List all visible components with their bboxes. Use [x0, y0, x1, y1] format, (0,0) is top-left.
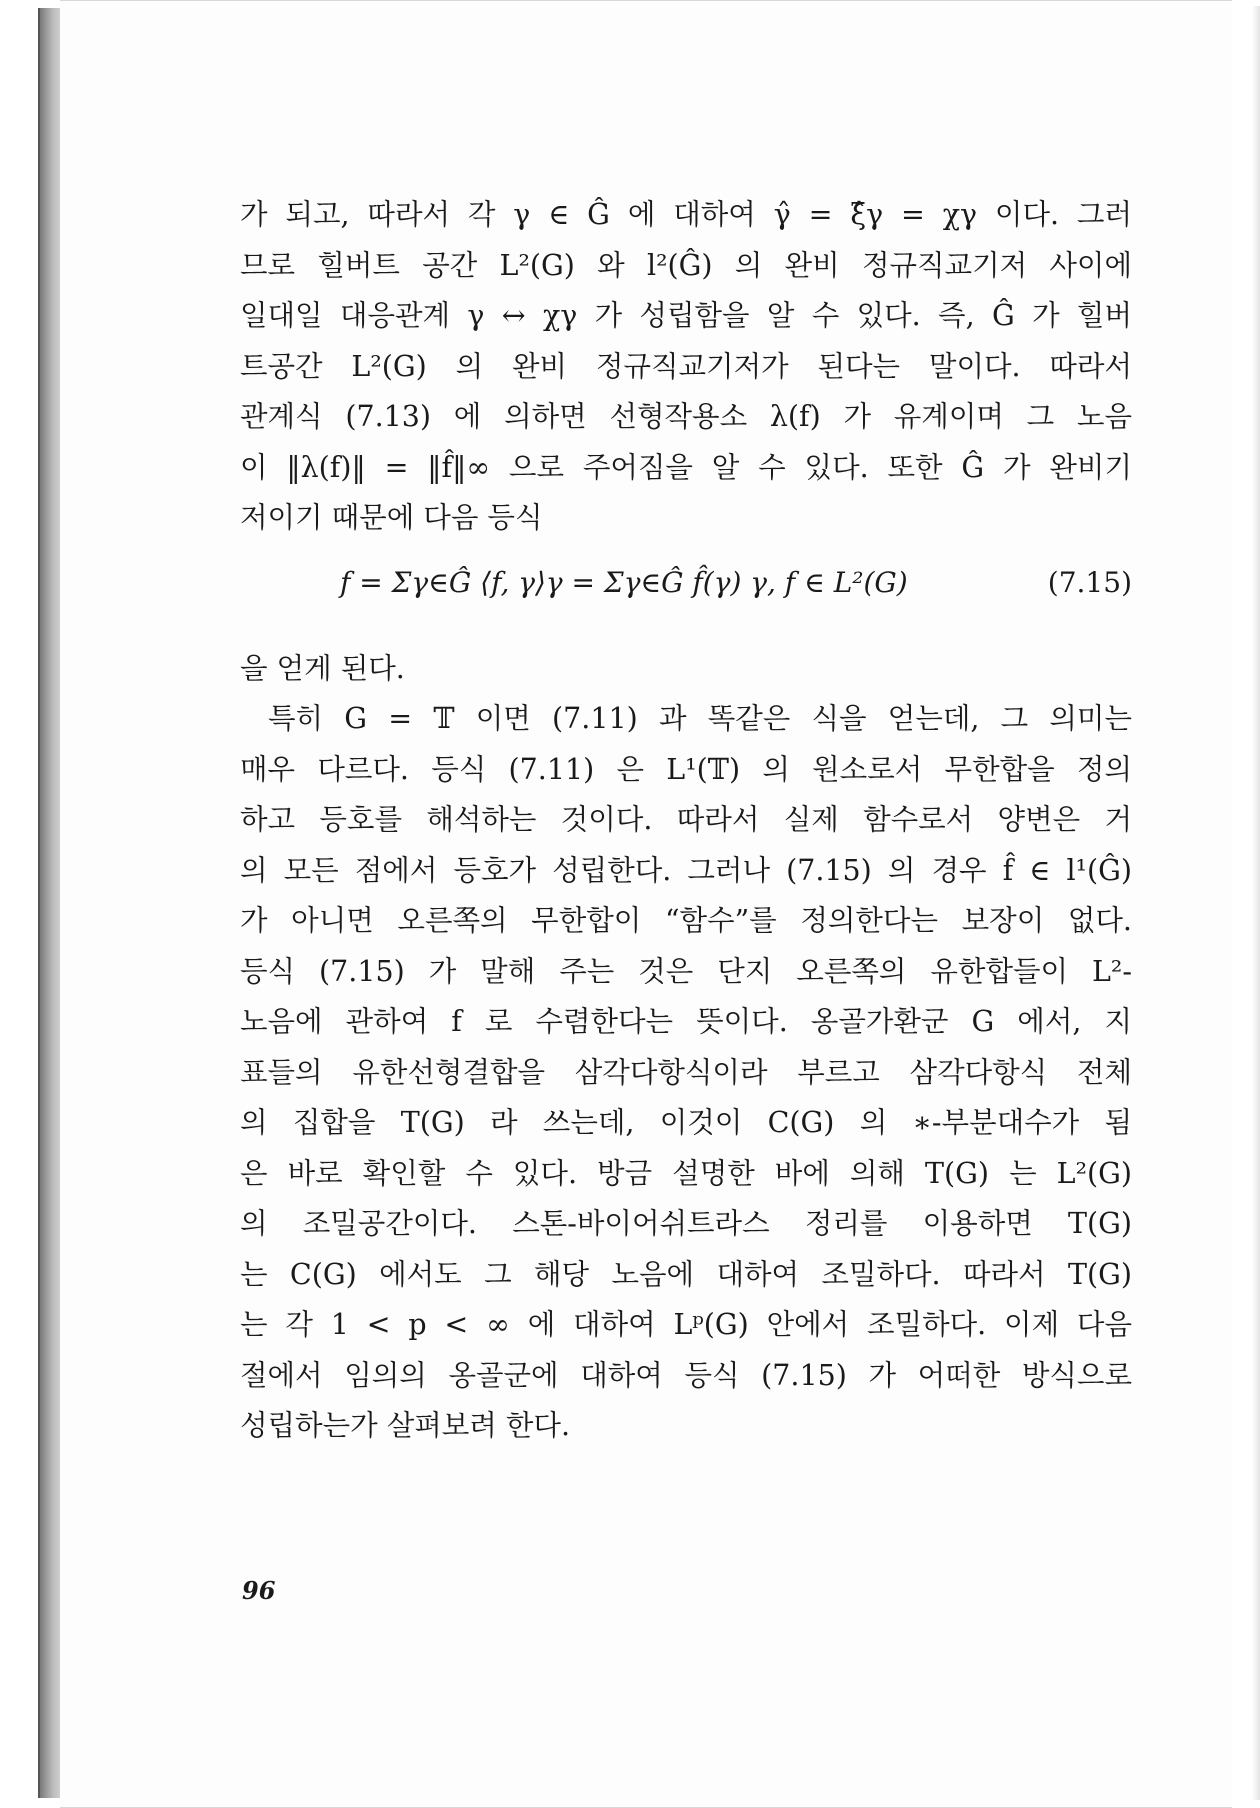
text-line: 이 ‖λ(f)‖ = ‖f̂‖∞ 으로 주어짐을 알 수 있다. 또한 Ĝ 가 완비기 [240, 450, 1132, 484]
text-line: 의 조밀공간이다. 스톤-바이어쉬트라스 정리를 이용하면 T(G) [240, 1207, 1132, 1240]
text-line: 는 C(G) 에서도 그 해당 노음에 대하여 조밀하다. 따라서 T(G) [240, 1257, 1132, 1291]
page-number: 96 [242, 1576, 276, 1605]
text-line: 의 집합을 T(G) 라 쓰는데, 이것이 C(G) 의 ∗-부분대수가 됨 [240, 1106, 1132, 1139]
text-line: 므로 힐버트 공간 L²(G) 와 l²(Ĝ) 의 완비 정규직교기저 사이에 [240, 248, 1132, 282]
book-right-edge [1252, 6, 1260, 1800]
page-content [240, 190, 1132, 1452]
text-line: 노음에 관하여 f 로 수렴한다는 뜻이다. 옹골가환군 G 에서, 지 [240, 1005, 1132, 1038]
text-line: 매우 다르다. 등식 (7.11) 은 L¹(𝕋) 의 원소로서 무한합을 정의 [240, 752, 1132, 786]
paragraph-2 [240, 694, 1132, 1452]
paragraph-1 [240, 190, 1132, 544]
text-line: 저이기 때문에 다음 등식 [240, 501, 543, 534]
text-line: 성립하는가 살펴보려 한다. [240, 1409, 571, 1442]
text-line: 하고 등호를 해석하는 것이다. 따라서 실제 함수로서 양변은 거 [240, 803, 1132, 836]
equation-7-15 [240, 558, 1132, 644]
after-equation-text [240, 644, 1132, 695]
text-line: 절에서 임의의 옹골군에 대하여 등식 (7.15) 가 어떠한 방식으로 [240, 1358, 1132, 1392]
text-line: 의 모든 점에서 등호가 성립한다. 그러나 (7.15) 의 경우 f̂ ∈ l¹(Ĝ) [240, 853, 1132, 887]
text-line: 특히 G = 𝕋 이면 (7.11) 과 똑같은 식을 얻는데, 그 의미는 [268, 702, 1132, 735]
text-line: 관계식 (7.13) 에 의하면 선형작용소 λ(f) 가 유계이며 그 노음 [240, 400, 1132, 433]
text-line: 가 되고, 따라서 각 γ ∈ Ĝ 에 대하여 γ̂ = ξ̂γ = χγ 이다. 그러 [240, 198, 1132, 231]
text-line: 트공간 L²(G) 의 완비 정규직교기저가 된다는 말이다. 따라서 [240, 349, 1132, 383]
text-line: 는 각 1 < p < ∞ 에 대하여 Lᵖ(G) 안에서 조밀하다. 이제 다음 [240, 1308, 1132, 1341]
text-line: 을 얻게 된다. [240, 651, 405, 685]
equation-number: (7.15) [1047, 565, 1132, 599]
text-line: 은 바로 확인할 수 있다. 방금 설명한 바에 의해 T(G) 는 L²(G) [240, 1156, 1132, 1190]
text-line: 일대일 대응관계 γ ↔ χγ 가 성립함을 알 수 있다. 즉, Ĝ 가 힐버 [240, 299, 1132, 332]
text-line: 표들의 유한선형결합을 삼각다항식이라 부르고 삼각다항식 전체 [240, 1055, 1132, 1089]
text-line: 가 아니면 오른쪽의 무한합이 “함수”를 정의한다는 보장이 없다. [240, 904, 1132, 937]
equation-body: f = Σγ∈Ĝ ⟨f, γ⟩γ = Σγ∈Ĝ f̂(γ) γ, f ∈ L²(G) [340, 565, 908, 599]
text-line: 등식 (7.15) 가 말해 주는 것은 단지 오른쪽의 유한합들이 L²- [240, 954, 1132, 988]
